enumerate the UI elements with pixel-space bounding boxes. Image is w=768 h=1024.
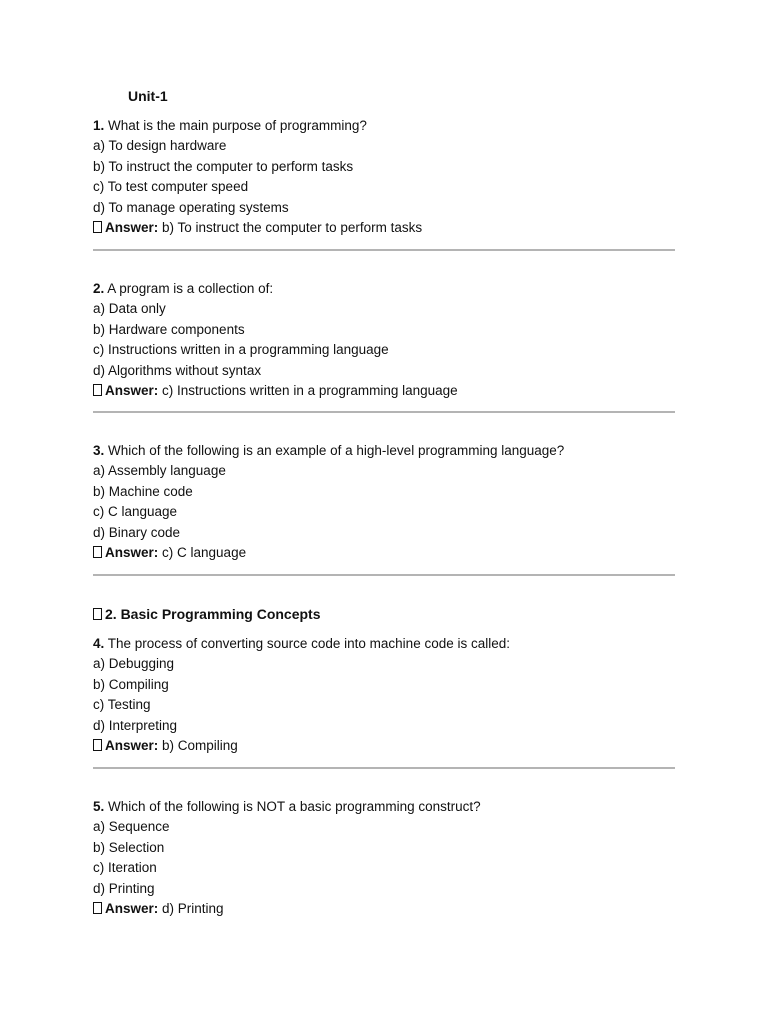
horizontal-rule: [93, 411, 675, 413]
question-number: 4.: [93, 636, 105, 651]
option-b: b) Machine code: [93, 483, 193, 499]
option-c: c) Testing: [93, 697, 151, 713]
option-d: d) Interpreting: [93, 717, 178, 733]
option-a: a) Sequence: [93, 819, 170, 835]
question-block: [93, 441, 675, 563]
answer-label: Answer:: [105, 901, 159, 917]
horizontal-rule: [93, 574, 675, 576]
option-b: b) Selection: [93, 839, 165, 855]
checkbox-glyph-icon: [93, 608, 102, 620]
answer-label: Answer:: [105, 383, 159, 399]
option-d: d) Binary code: [93, 524, 181, 540]
option-b: b) Hardware components: [93, 321, 245, 337]
answer-line: [93, 218, 675, 238]
question-line: [93, 279, 675, 299]
answer-line: [93, 381, 675, 401]
checkbox-glyph-icon: [93, 546, 102, 558]
question-block: [93, 279, 675, 401]
checkbox-glyph-icon: [93, 902, 102, 914]
option-c: c) Instructions written in a programming language: [93, 342, 389, 358]
checkbox-glyph-icon: [93, 221, 102, 233]
unit-title: Unit-1: [128, 88, 168, 104]
question-block: [93, 797, 675, 919]
answer-text: c) Instructions written in a programming language: [162, 383, 458, 399]
question-text: The process of converting source code into machine code is called:: [107, 636, 510, 651]
question-block: [93, 116, 675, 238]
option-d: d) To manage operating systems: [93, 199, 289, 215]
option-c: c) C language: [93, 504, 178, 520]
option-d: d) Printing: [93, 880, 155, 896]
question-number: 2.: [93, 281, 105, 296]
checkbox-glyph-icon: [93, 384, 102, 396]
section-heading: [93, 604, 321, 624]
answer-line: [93, 899, 675, 919]
option-a: a) To design hardware: [93, 138, 227, 154]
checkbox-glyph-icon: [93, 739, 102, 751]
question-number: 5.: [93, 799, 105, 814]
answer-label: Answer:: [105, 738, 159, 754]
question-number: 3.: [93, 443, 105, 458]
option-a: a) Assembly language: [93, 463, 226, 479]
question-text: A program is a collection of:: [107, 281, 274, 296]
option-c: c) To test computer speed: [93, 179, 249, 195]
answer-label: Answer:: [105, 545, 159, 561]
question-line: [93, 797, 675, 817]
question-text: Which of the following is NOT a basic programming construct?: [108, 799, 481, 814]
option-c: c) Iteration: [93, 860, 157, 876]
question-line: [93, 634, 675, 654]
question-text: Which of the following is an example of a high-level programming language?: [108, 443, 565, 458]
answer-text: b) Compiling: [162, 738, 238, 754]
option-b: b) To instruct the computer to perform tasks: [93, 158, 354, 174]
option-a: a) Data only: [93, 301, 166, 317]
horizontal-rule: [93, 249, 675, 251]
answer-text: b) To instruct the computer to perform tasks: [162, 220, 423, 236]
question-text: What is the main purpose of programming?: [108, 118, 367, 133]
question-line: [93, 441, 675, 461]
question-block: [93, 634, 675, 756]
option-d: d) Algorithms without syntax: [93, 362, 262, 378]
answer-text: c) C language: [162, 545, 247, 561]
option-a: a) Debugging: [93, 656, 175, 672]
answer-label: Answer:: [105, 220, 159, 236]
question-number: 1.: [93, 118, 105, 133]
question-line: [93, 116, 675, 136]
answer-text: d) Printing: [162, 901, 224, 917]
option-b: b) Compiling: [93, 676, 169, 692]
answer-line: [93, 543, 675, 563]
horizontal-rule: [93, 767, 675, 769]
section-heading-text: 2. Basic Programming Concepts: [105, 606, 321, 622]
answer-line: [93, 736, 675, 756]
